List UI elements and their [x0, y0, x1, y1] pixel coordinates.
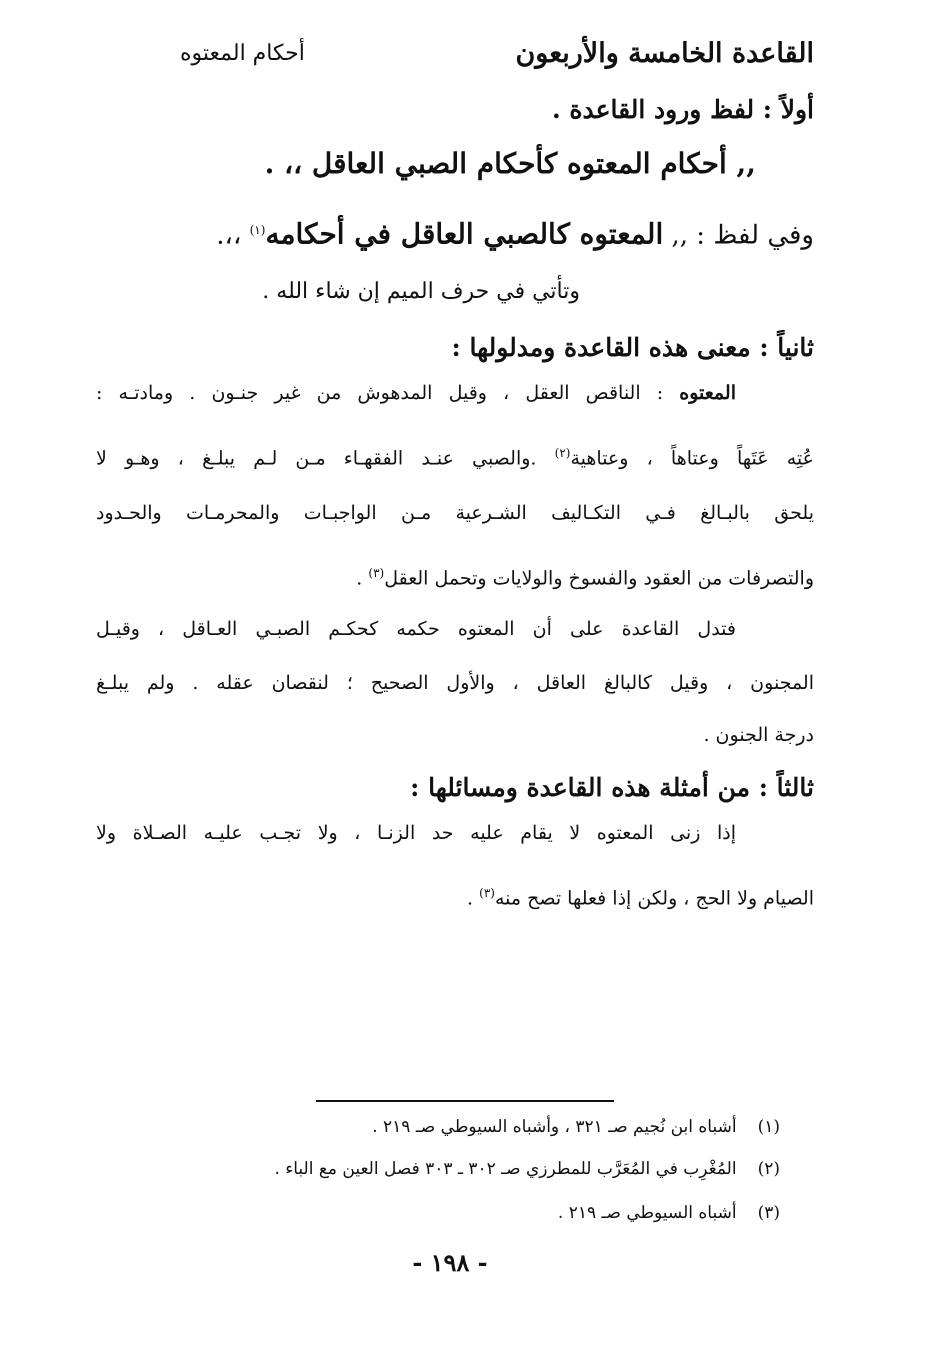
section-heading-1: أولاً : لفظ ورود القاعدة . — [551, 95, 814, 124]
meaning-line-3: درجة الجنون . — [703, 724, 814, 746]
example-text: الصيام ولا الحج ، ولكن إذا فعلها تصح منه — [494, 887, 814, 910]
section-heading-2: ثانياً : معنى هذه القاعدة ومدلولها : — [451, 333, 814, 362]
cross-reference: وتأتي في حرف الميم إن شاء الله . — [262, 279, 580, 304]
page-number: - ١٩٨ - — [412, 1248, 488, 1277]
section-heading-3: ثالثاً : من أمثلة هذه القاعدة ومسائلها : — [410, 773, 814, 802]
footnote-ref-2: (٢) — [554, 446, 571, 460]
footnote-number: (٣) — [757, 1203, 780, 1223]
footnote-2 — [150, 1156, 780, 1182]
definition-line-2 — [96, 438, 814, 473]
example-text: . — [467, 887, 474, 910]
footnote-3 — [150, 1200, 780, 1226]
footnote-ref-1: (١) — [249, 223, 266, 237]
rule-title: القاعدة الخامسة والأربعون — [515, 37, 814, 69]
footnote-text: المُغْرِب في المُعَرَّب للمطرزي صـ ٣٠٢ ـ ٣٠٣ فصل العين مع الباء . — [274, 1159, 737, 1179]
term-label: المعتوه — [679, 382, 736, 404]
definition-text: : الناقص العقل ، وقيل المدهوش من غير جنـون . ومادتـه : — [96, 382, 664, 404]
example-line-1: إذا زنى المعتوه لا يقام عليه حد الزنـا ، ولا تجـب عليـه الصـلاة ولا — [96, 822, 736, 844]
topic-title: أحكام المعتوه — [180, 40, 305, 66]
footnote-number: (٢) — [757, 1159, 780, 1179]
footnote-ref-3b: (٣) — [479, 886, 495, 900]
alternate-wording — [96, 210, 814, 256]
alt-prefix: وفي لفظ : ,, — [671, 220, 814, 251]
alt-quote: المعتوه كالصبي العاقل في أحكامه — [265, 217, 664, 251]
definition-line-3: يلحق بالبـالغ فـي التكـاليف الشـرعية مـن الواجبـات والمحرمـات والحـدود — [96, 502, 814, 524]
meaning-line-2: المجنون ، وقيل كالبالغ العاقل ، والأول الصحيح ؛ لنقصان عقله . ولم يبلـغ — [96, 672, 814, 694]
footnote-divider — [316, 1100, 614, 1102]
definition-line-1 — [96, 378, 736, 408]
definition-line-4 — [96, 558, 814, 593]
definition-text: والتصرفات من العقود والفسوخ والولايات وتحمل العقل — [384, 567, 814, 590]
page-header — [180, 30, 814, 76]
footnote-text: أشباه ابن نُجيم صـ ٣٢١ ، وأشباه السيوطي صـ ٢١٩ . — [372, 1117, 737, 1137]
footnote-ref-3: (٣) — [368, 566, 385, 580]
definition-text: . — [356, 567, 363, 590]
definition-text: عُتِه عَتَهاً وعتاهاً ، وعتاهية — [570, 447, 814, 470]
rule-quote: ,, أحكام المعتوه كأحكام الصبي العاقل ،، . — [264, 147, 756, 180]
footnote-1 — [150, 1114, 780, 1140]
definition-text: .والصبي عنـد الفقهـاء مـن لـم يبلـغ ، وهـو لا — [96, 447, 537, 470]
meaning-line-1: فتدل القاعدة على أن المعتوه حكمه كحكـم الصبـي العـاقل ، وقيـل — [96, 618, 736, 640]
footnote-text: أشباه السيوطي صـ ٢١٩ . — [557, 1203, 737, 1223]
alt-suffix: ،،. — [216, 220, 242, 251]
footnote-number: (١) — [757, 1117, 780, 1137]
example-line-2 — [96, 878, 814, 913]
